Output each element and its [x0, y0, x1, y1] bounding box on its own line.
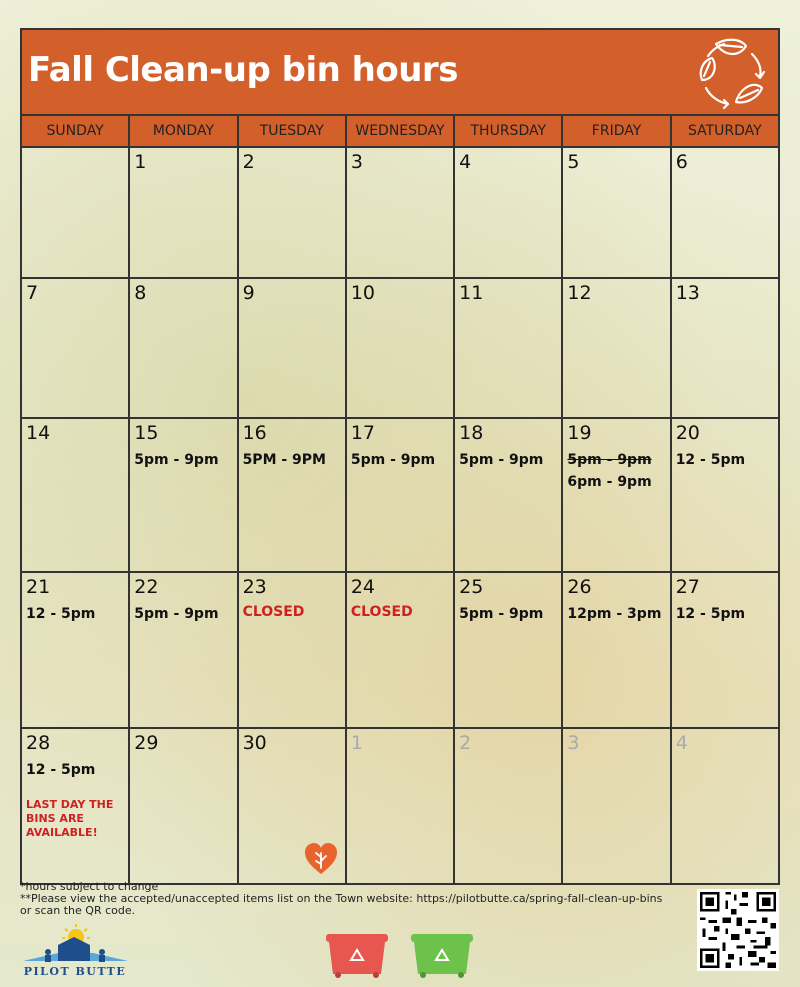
weekday-header-row [22, 116, 778, 148]
day-cell [347, 148, 455, 277]
bin-hours: 12 - 5pm [26, 606, 96, 622]
bin-hours: 5pm - 9pm [134, 606, 219, 622]
red-recycle-bin-icon [324, 930, 390, 978]
day-number: 20 [675, 422, 700, 444]
day-number: 4 [675, 732, 688, 754]
day-cell [22, 573, 130, 727]
day-cell [672, 729, 778, 883]
day-number: 19 [567, 422, 592, 444]
bin-hours: 12pm - 3pm [567, 606, 662, 622]
day-number: 4 [459, 151, 472, 173]
weekday-friday: FRIDAY [563, 116, 671, 146]
day-cell [239, 279, 347, 417]
title-bar [22, 30, 778, 116]
day-cell [563, 279, 671, 417]
day-cell [22, 148, 130, 277]
calendar [20, 28, 780, 885]
bin-hours: 12 - 5pm [26, 762, 96, 778]
green-recycle-bin-icon [409, 930, 475, 978]
pilot-butte-logo [18, 923, 133, 979]
day-number: 16 [242, 422, 267, 444]
week-row-5 [22, 729, 778, 883]
bin-hours: 5pm - 9pm [350, 452, 436, 468]
last-day-note: LAST DAY THE BINS ARE AVAILABLE! [26, 798, 114, 839]
day-number: 26 [567, 576, 592, 598]
day-cell [130, 279, 238, 417]
qr-code[interactable] [697, 889, 779, 971]
weekday-thursday: THURSDAY [455, 116, 563, 146]
day-cell [239, 148, 347, 277]
day-number: 11 [459, 282, 484, 304]
day-cell [672, 573, 778, 727]
day-cell [239, 419, 347, 571]
bin-hours: 12 - 5pm [675, 452, 746, 468]
day-cell [563, 729, 671, 883]
day-cell [347, 573, 455, 727]
day-number: 10 [350, 282, 376, 304]
day-cell [672, 279, 778, 417]
day-cell [455, 419, 563, 571]
bin-hours: 5pm - 9pm [134, 452, 219, 468]
day-number: 3 [567, 732, 580, 754]
day-number: 25 [459, 576, 484, 598]
day-number: 30 [242, 732, 267, 754]
day-cell [130, 573, 238, 727]
bin-hours: 5pm - 9pm [459, 452, 544, 468]
day-cell [239, 573, 347, 727]
footnotes [20, 881, 700, 917]
day-number: 22 [134, 576, 159, 598]
page-title: Fall Clean-up bin hours [28, 50, 458, 90]
day-cell [347, 729, 455, 883]
footnote-hours: *hours subject to change [20, 880, 159, 893]
day-number: 2 [242, 151, 255, 173]
day-cell [455, 573, 563, 727]
recycle-leaves-icon [696, 36, 770, 110]
footnote-website: **Please view the accepted/unaccepted items list on the Town website: https://pilotbutte.ca/spring-fall-clean-up-bins [20, 892, 663, 905]
day-cell [347, 419, 455, 571]
day-number: 9 [242, 282, 255, 304]
day-number: 29 [134, 732, 159, 754]
day-cell [130, 148, 238, 277]
weekday-monday: MONDAY [130, 116, 238, 146]
week-row-1 [22, 148, 778, 279]
day-number: 3 [350, 151, 363, 173]
day-number: 2 [459, 732, 472, 754]
day-number: 18 [459, 422, 484, 444]
day-cell [239, 729, 347, 883]
bin-hours: 5pm - 9pm [459, 606, 544, 622]
day-cell [563, 148, 671, 277]
day-cell [130, 729, 238, 883]
weekday-wednesday: WEDNESDAY [347, 116, 455, 146]
day-number: 23 [242, 576, 267, 598]
day-cell [347, 279, 455, 417]
week-row-2 [22, 279, 778, 419]
bin-hours: 12 - 5pm [675, 606, 746, 622]
closed-label: CLOSED [242, 604, 305, 620]
day-cell [130, 419, 238, 571]
day-cell [563, 573, 671, 727]
day-number: 8 [134, 282, 147, 304]
day-number: 7 [26, 282, 39, 304]
day-cell [455, 279, 563, 417]
weekday-tuesday: TUESDAY [239, 116, 347, 146]
logo-text: PILOT BUTTE [23, 965, 127, 978]
day-number: 1 [134, 151, 147, 173]
day-number: 15 [134, 422, 159, 444]
day-cell [672, 419, 778, 571]
day-number: 14 [26, 422, 51, 444]
day-number: 1 [350, 732, 363, 754]
week-row-4 [22, 573, 778, 729]
bin-hours-struck: 5pm - 9pm [567, 452, 652, 468]
week-row-3 [22, 419, 778, 573]
day-number: 27 [675, 576, 700, 598]
bin-hours: 6pm - 9pm [567, 474, 652, 490]
day-cell [455, 729, 563, 883]
day-cell [455, 148, 563, 277]
day-cell [563, 419, 671, 571]
day-number: 6 [675, 151, 688, 173]
day-number: 24 [350, 576, 376, 598]
heart-leaf-icon [303, 841, 339, 877]
day-cell [22, 419, 130, 571]
day-number: 13 [675, 282, 700, 304]
day-cell [22, 279, 130, 417]
footnote-qr: or scan the QR code. [20, 904, 136, 917]
weekday-saturday: SATURDAY [687, 123, 762, 139]
day-number: 5 [567, 151, 580, 173]
day-number: 28 [26, 732, 51, 754]
day-cell [672, 148, 778, 277]
bin-hours: 5PM - 9PM [242, 452, 326, 468]
day-cell [22, 729, 130, 883]
weekday-sunday: SUNDAY [22, 116, 130, 146]
day-number: 12 [567, 282, 592, 304]
day-number: 21 [26, 576, 51, 598]
day-number: 17 [350, 422, 376, 444]
closed-label: CLOSED [350, 604, 413, 620]
